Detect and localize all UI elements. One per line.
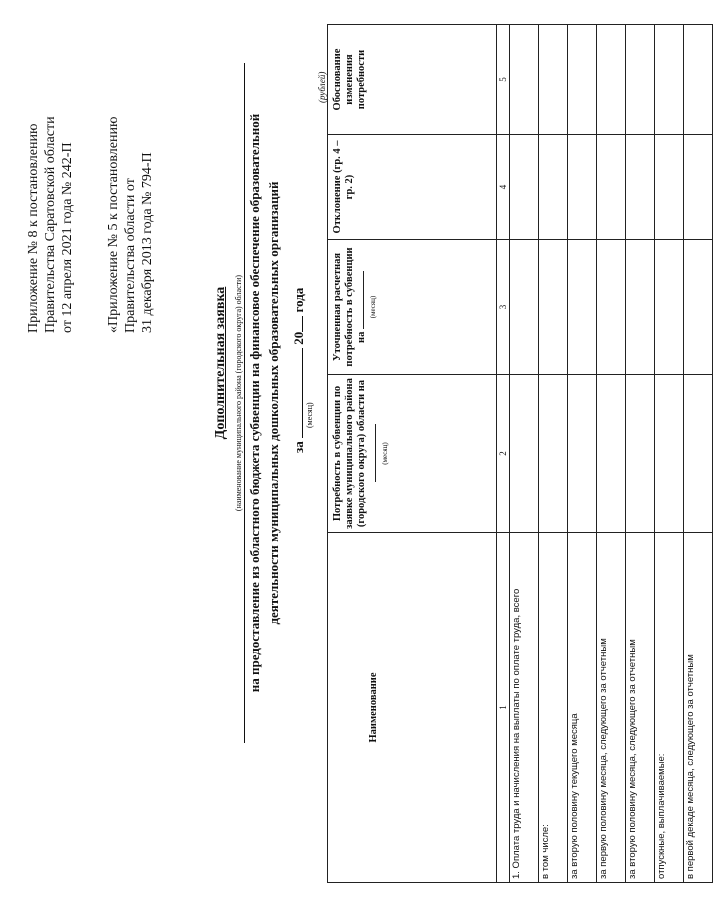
table-row (655, 25, 684, 883)
table-row (684, 25, 713, 883)
cell-deviation[interactable] (684, 135, 713, 240)
col-number: 5 (497, 25, 510, 135)
subtitle-line-1: на предоставление из областного бюджета субвенции на финансовое обеспечение образовательной (247, 113, 262, 693)
period-prefix: за (291, 441, 306, 453)
column-number-row (497, 25, 510, 883)
appendix-line-1: Приложение № 8 к постановлению (26, 123, 41, 333)
month-hint: (месяц) (305, 402, 314, 428)
table-row (597, 25, 626, 883)
period-line (291, 288, 307, 453)
table-row (510, 25, 539, 883)
period-suffix: года (291, 287, 306, 313)
cell-justification[interactable] (626, 25, 655, 135)
subtitle-line-2: деятельности муниципальных дошкольных образовательных организаций (266, 181, 281, 625)
cell-justification[interactable] (655, 25, 684, 135)
col-number: 4 (497, 135, 510, 240)
row-label: 1. Оплата труда и начисления на выплаты по оплате труда, всего (510, 533, 539, 883)
col-number: 1 (497, 533, 510, 883)
rotated-page-content (15, 13, 696, 893)
row-label: за вторую половину текущего месяца (568, 533, 597, 883)
month-blank (302, 348, 303, 438)
appendix-line-6: 31 декабря 2013 года № 794-П (140, 152, 155, 333)
row-label: в первой декаде месяца, следующего за отчетным (684, 533, 713, 883)
table-row (568, 25, 597, 883)
cell-deviation[interactable] (597, 135, 626, 240)
year-blank (302, 316, 303, 332)
appendix-line-3: от 12 апреля 2021 года № 242-П (60, 142, 75, 333)
request-table (327, 24, 713, 883)
cell-need[interactable] (568, 375, 597, 533)
cell-need[interactable] (684, 375, 713, 533)
units-label: (рублей) (317, 71, 327, 103)
col-updated-header (328, 240, 497, 375)
table-row (626, 25, 655, 883)
row-label: в том числе: (539, 533, 568, 883)
col-updated-blank (363, 271, 364, 329)
appendix-line-5: Правительства области от (123, 178, 138, 333)
municipality-fill-line (244, 63, 245, 743)
row-label: за вторую половину месяца, следующего за отчетным (626, 533, 655, 883)
appendix-line-2: Правительства Саратовской области (43, 116, 58, 333)
col-number: 3 (497, 240, 510, 375)
cell-justification[interactable] (539, 25, 568, 135)
cell-need[interactable] (539, 375, 568, 533)
table-header-row (328, 25, 497, 883)
col-number: 2 (497, 375, 510, 533)
col-justification-header: Обоснование изменения потребности (328, 25, 497, 135)
col-name-header: Наименование (328, 533, 497, 883)
document-title: Дополнительная заявка (213, 286, 228, 440)
cell-justification[interactable] (684, 25, 713, 135)
cell-need[interactable] (626, 375, 655, 533)
cell-updated[interactable] (626, 240, 655, 375)
cell-justification[interactable] (510, 25, 539, 135)
cell-need[interactable] (597, 375, 626, 533)
cell-updated[interactable] (568, 240, 597, 375)
cell-justification[interactable] (597, 25, 626, 135)
cell-updated[interactable] (510, 240, 539, 375)
row-label: отпускные, выплачиваемые: (655, 533, 684, 883)
appendix-line-4: «Приложение № 5 к постановлению (106, 116, 121, 333)
cell-deviation[interactable] (626, 135, 655, 240)
year-prefix: 20 (291, 331, 306, 345)
col-need-blank (375, 425, 376, 483)
col-updated-hint: (месяц) (369, 295, 377, 319)
cell-need[interactable] (510, 375, 539, 533)
cell-updated[interactable] (539, 240, 568, 375)
table-row (539, 25, 568, 883)
cell-justification[interactable] (568, 25, 597, 135)
col-need-text: Потребность в субвенции по заявке муниципального района (городского округа) области на (332, 378, 367, 529)
cell-updated[interactable] (655, 240, 684, 375)
col-deviation-header: Отклонение (гр. 4 – гр. 2) (328, 135, 497, 240)
cell-deviation[interactable] (655, 135, 684, 240)
col-updated-text: Уточненная расчетная потребность в субвенции на (332, 247, 367, 367)
cell-deviation[interactable] (539, 135, 568, 240)
col-need-header (328, 375, 497, 533)
cell-need[interactable] (655, 375, 684, 533)
col-need-hint: (месяц) (381, 442, 389, 465)
cell-deviation[interactable] (568, 135, 597, 240)
cell-deviation[interactable] (510, 135, 539, 240)
municipality-hint: (наименование муниципального района (городского округа) области) (234, 274, 243, 512)
cell-updated[interactable] (597, 240, 626, 375)
row-label: за первую половину месяца, следующего за отчетным (597, 533, 626, 883)
cell-updated[interactable] (684, 240, 713, 375)
